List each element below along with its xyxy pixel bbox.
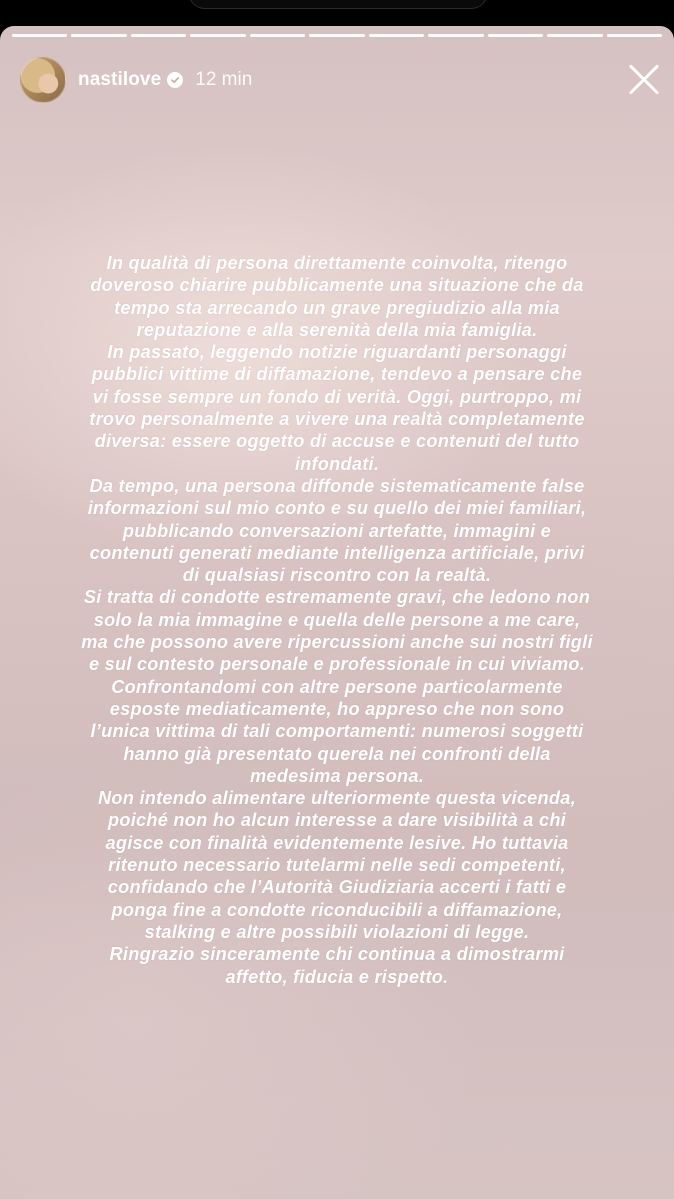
progress-segment [547,34,602,37]
story-text: In qualità di persona direttamente coinvolta, ritengo doveroso chiarire pubblicamente una situazione che da tempo sta arrecando un grave pregiudizio alla mia reputazione e alla serenità della mia famiglia. In passato, leggendo notizie riguardanti personaggi pubblici vittime di diffamazione, tendevo a pensare che vi fosse sempre un fondo di verità. Oggi, purtroppo, mi trovo personalmente a vivere una realtà completamente diversa: essere oggetto di accuse e contenuti del tutto infondati. Da tempo, una persona diffonde sistematicamente false informazioni sul mio conto e su quello dei miei familiari, pubblicando conversazioni artefatte, immagini e contenuti generati mediante intelligenza artificiale, privi di qualsiasi riscontro con la realtà. Si tratta di condotte estremamente gravi, che ledono non solo la mia immagine e quella delle persone a me care, ma che possono avere ripercussioni anche sui nostri figli e sul contesto personale e professionale in cui viviamo. Confrontandomi con altre persone particolarmente esposte mediaticamente, ho appreso che non sono l’unica vittima di tali comportamenti: numerosi soggetti hanno già presentato querela nei confronti della medesima persona. Non intendo alimentare ulteriormente questa vicenda, poiché non ho alcun interesse a dare visibilità a chi agisce con finalità evidentemente lesive. Ho tuttavia ritenuto necessario tutelarmi nelle sedi competenti, confidando che l’Autorità Giudiziaria accerti i fatti e ponga fine a condotte riconducibili a diffamazione, stalking e altre possibili violazioni di legge. Ringrazio sinceramente chi continua a dimostrarmi affetto, fiducia e rispetto. [81,253,593,987]
progress-segment [190,34,245,37]
story-header [20,56,660,104]
story-viewer[interactable] [0,26,674,1199]
username[interactable]: nastilove [78,69,162,90]
progress-segment [12,34,67,37]
progress-segment [131,34,186,37]
post-time: 12 min [195,69,253,90]
verified-badge-icon [167,72,183,88]
progress-segment [71,34,126,37]
progress-segment [488,34,543,37]
progress-segment [428,34,483,37]
progress-segment [250,34,305,37]
progress-segment [369,34,424,37]
progress-segment [309,34,364,37]
story-progress-bar [12,34,662,37]
dynamic-island [188,0,488,9]
close-icon[interactable] [626,63,660,97]
progress-segment [607,34,662,37]
profile-avatar[interactable] [20,57,66,103]
